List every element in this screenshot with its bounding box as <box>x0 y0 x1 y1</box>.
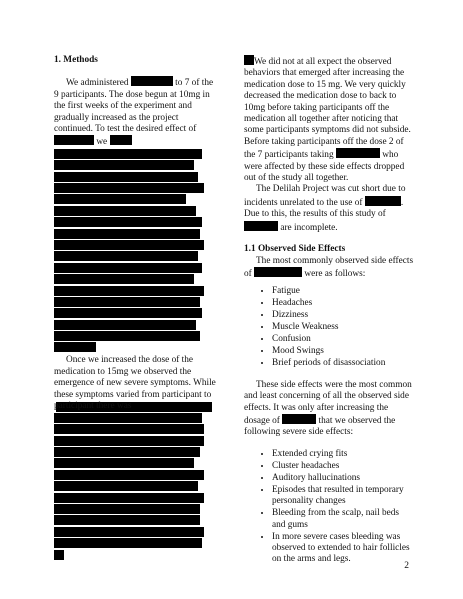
redaction-line <box>54 172 198 182</box>
redaction-block <box>365 196 401 206</box>
redaction-block <box>131 76 173 86</box>
redaction-block <box>110 135 132 145</box>
text-segment: The Delilah Project was cut short due to incidents unrelated to the use of <box>244 184 406 208</box>
redacted-lines-1 <box>54 149 219 353</box>
text-segment: are incomplete. <box>278 222 338 233</box>
list-item: • In more severe cases bleeding was observed to extended to hair follicles on the arms and legs. <box>272 532 414 566</box>
text-segment: These side effects were the most common and least concerning of all the observed side effects. It was only after increasing the dosage of <box>244 379 412 426</box>
redaction-line <box>54 240 204 250</box>
redaction-line <box>54 413 202 423</box>
observation-paragraph <box>244 55 414 184</box>
text-segment: We administered <box>66 78 131 89</box>
redaction-line <box>54 331 200 341</box>
list-item: • Bleeding from the scalp, nail beds and gums <box>272 508 414 531</box>
redaction-line <box>54 481 198 491</box>
list-item: • Episodes that resulted in temporary personality changes <box>272 485 414 508</box>
redaction-block <box>244 55 254 65</box>
list-item: • Mood Swings <box>272 346 414 357</box>
redaction-line <box>54 538 202 548</box>
redaction-line <box>54 160 194 170</box>
redaction-line <box>54 470 204 480</box>
text-segment: who were affected by these side effects dropped out of the study all together. <box>244 150 405 184</box>
text-segment: The most commonly observed side effects of <box>244 255 414 279</box>
redaction-line <box>54 458 194 468</box>
redaction-line <box>54 274 194 284</box>
text-segment: to 7 of the 9 participants. The dose begun at 10mg in the first weeks of the experiment and gradually increased as the project continued. To test the desired effect of <box>54 78 214 135</box>
redaction-line <box>54 308 202 318</box>
redaction-block <box>54 135 94 145</box>
list-item: • Dizziness <box>272 310 414 321</box>
redaction-block <box>282 414 316 424</box>
redaction-line <box>54 194 186 204</box>
redaction-block <box>254 267 302 277</box>
redaction-line <box>54 320 196 330</box>
section-heading-side-effects: 1.1 Observed Side Effects <box>244 244 346 255</box>
redaction-block <box>244 221 278 231</box>
redaction-line <box>54 515 200 525</box>
severe-effects-list <box>244 449 414 566</box>
severe-effects-intro <box>244 380 414 439</box>
redaction-line <box>54 424 204 434</box>
text-segment: . Due to this, the results of this study of <box>244 197 404 220</box>
text-segment: that we observed the following severe side effects: <box>244 415 396 438</box>
redaction-line <box>54 527 204 537</box>
text-segment: we <box>94 137 110 148</box>
delilah-paragraph <box>244 184 414 234</box>
redaction-line <box>54 297 200 307</box>
list-item: • Confusion <box>272 334 414 345</box>
redaction-line <box>54 447 200 457</box>
redaction-line <box>54 286 204 296</box>
redaction-line <box>54 436 204 446</box>
redaction-line <box>54 504 200 514</box>
redaction-line <box>54 149 202 159</box>
list-item: • Auditory hallucinations <box>272 473 414 484</box>
text-segment: We did not at all expect the observed behaviors that emerged after increasing the medication dose to 15 mg. We very quickly decreased the medication dose to back to 10mg before taking participants off the medication all together after noticing that some participants symptoms did not subside. Before taking participants off the dose 2 of the 7 participants taking <box>244 57 411 161</box>
text-segment: Once we increased the dose of the medication to 15mg we observed the emergence of new severe symptoms. While these symptoms varied from participant to participant there was <box>54 355 216 412</box>
list-item: • Extended crying fits <box>272 449 414 460</box>
page-number: 2 <box>404 561 409 571</box>
redaction-line <box>54 229 200 239</box>
redaction-line <box>54 251 198 261</box>
left-column <box>54 55 219 561</box>
list-item: • Cluster headaches <box>272 461 414 472</box>
text-segment: were as follows: <box>302 268 366 279</box>
list-item: • Headaches <box>272 298 414 309</box>
redacted-lines-2 <box>54 402 219 560</box>
common-effects-list <box>244 286 414 369</box>
methods-paragraph-1 <box>54 76 219 148</box>
redaction-line <box>54 217 202 227</box>
redaction-line <box>54 263 202 273</box>
list-item: • Brief periods of disassociation <box>272 358 414 369</box>
redaction-line <box>54 206 196 216</box>
spacer <box>244 234 414 244</box>
section-heading-methods: 1. Methods <box>54 55 98 65</box>
common-effects-intro <box>244 256 414 281</box>
redaction-line <box>54 183 204 193</box>
list-item: • Fatigue <box>272 286 414 297</box>
redaction-line <box>54 342 96 352</box>
right-column <box>244 55 414 572</box>
redaction-line <box>54 550 64 560</box>
redaction-block <box>336 148 380 158</box>
redaction-line <box>54 493 204 503</box>
list-item: • Muscle Weakness <box>272 322 414 333</box>
